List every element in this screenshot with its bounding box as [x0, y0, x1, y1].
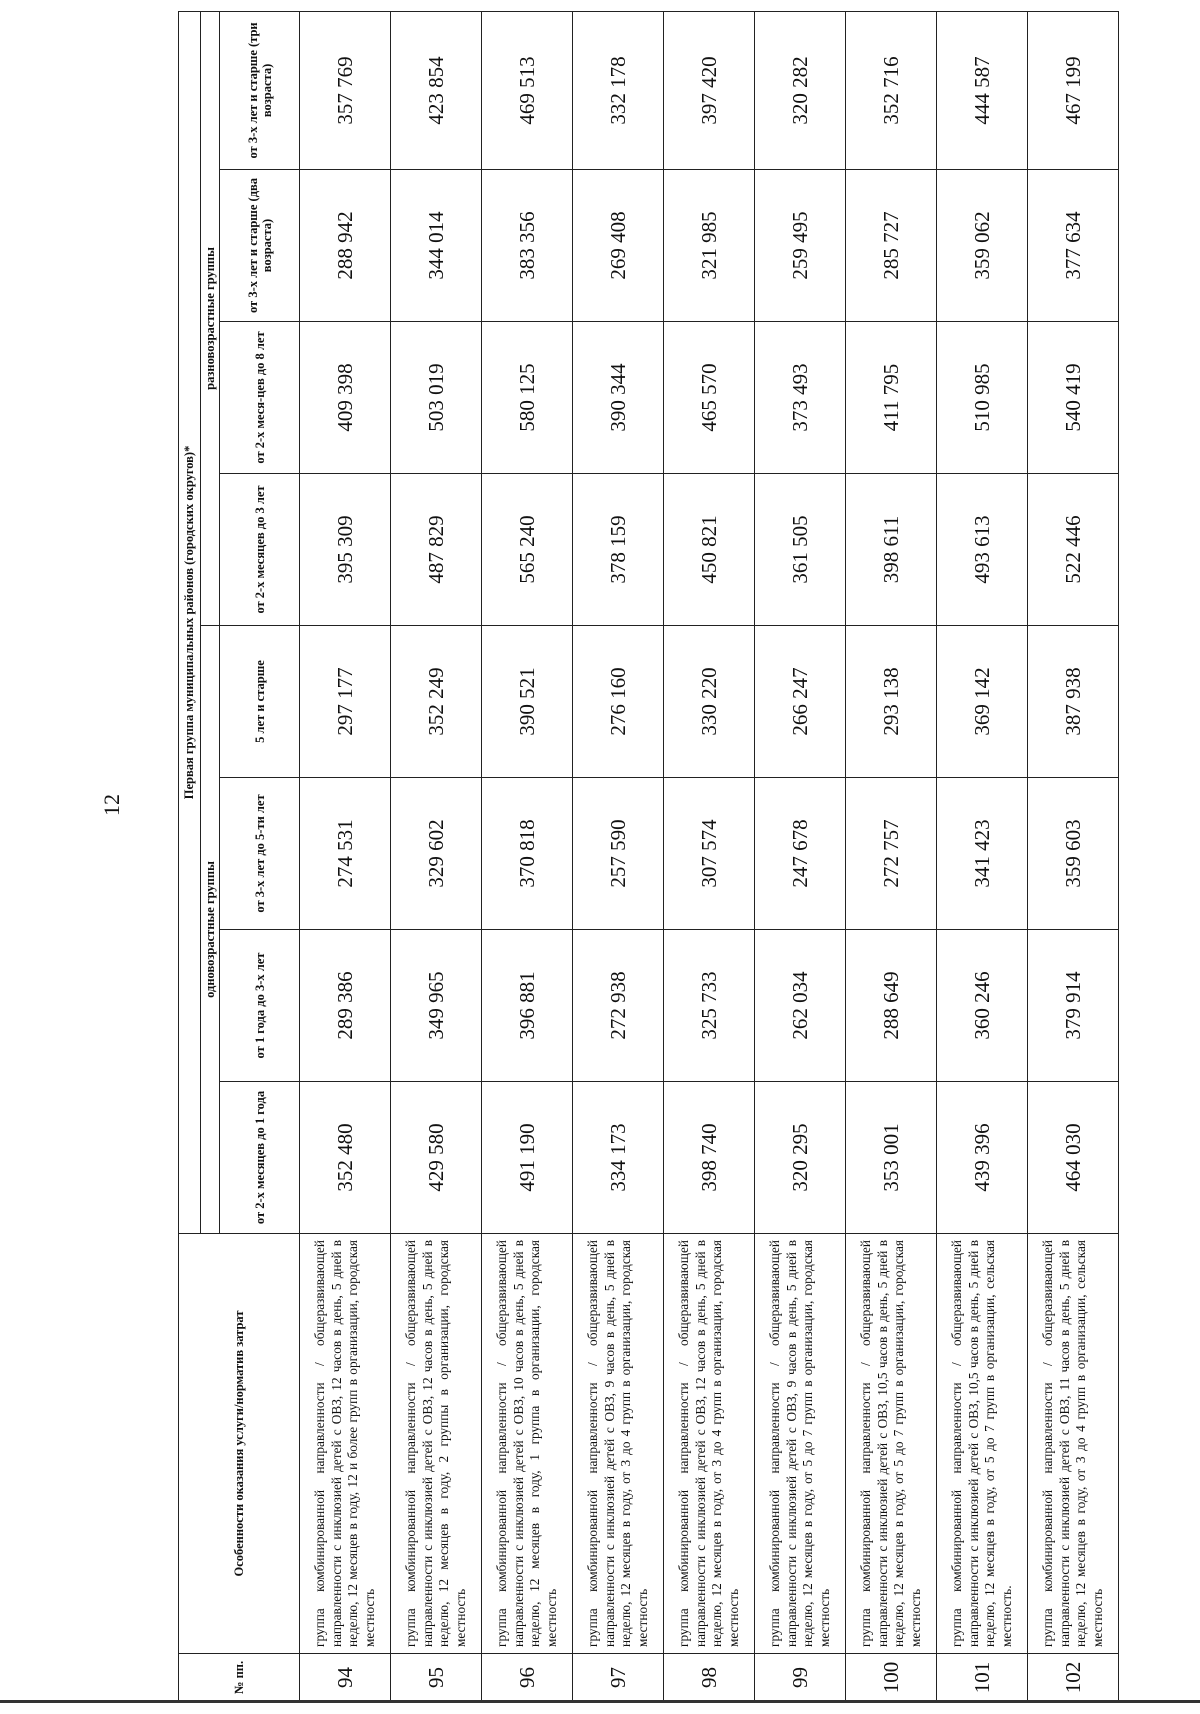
cost-value-cell: 409 398	[300, 322, 391, 474]
col-header-age: от 3-х лет до 5-ти лет	[220, 778, 300, 930]
table-row	[482, 11, 573, 1701]
cost-value-cell: 522 446	[1028, 474, 1119, 626]
group-title-header: Первая группа муниципальных районов (городских округов)*	[179, 11, 201, 1233]
cost-value-cell: 293 138	[846, 626, 937, 778]
row-description: группа комбинированной направленности / общеразвивающей направленности с инклюзией детей с ОВЗ, 11 часов в день, 5 дней в неделю, 12 месяцев в году, от 3 до 4 групп в организации, сельская местность	[1028, 1234, 1119, 1654]
cost-value-cell: 329 602	[391, 778, 482, 930]
cost-value-cell: 390 521	[482, 626, 573, 778]
row-description: группа комбинированной направленности / общеразвивающей направленности с инклюзией детей с ОВЗ, 10 часов в день, 5 дней в неделю, 12 месяцев в году, 1 группа в организации, городская местность	[482, 1234, 573, 1654]
cost-value-cell: 269 408	[573, 170, 664, 322]
row-description: группа комбинированной направленности / общеразвивающей направленности с инклюзией детей с ОВЗ, 10,5 часов в день, 5 дней в неделю, 12 месяцев в году, от 5 до 7 групп в организации, городская местность	[846, 1234, 937, 1654]
cost-value-cell: 423 854	[391, 11, 482, 169]
cost-value-cell: 262 034	[755, 930, 846, 1082]
table-row	[755, 11, 846, 1701]
cost-value-cell: 387 938	[1028, 626, 1119, 778]
row-number: 101	[937, 1654, 1028, 1702]
cost-value-cell: 320 282	[755, 11, 846, 169]
table-header	[179, 11, 300, 1701]
row-number: 97	[573, 1654, 664, 1702]
cost-value-cell: 378 159	[573, 474, 664, 626]
cost-value-cell: 565 240	[482, 474, 573, 626]
cost-value-cell: 383 356	[482, 170, 573, 322]
cost-value-cell: 288 649	[846, 930, 937, 1082]
cost-value-cell: 359 603	[1028, 778, 1119, 930]
cost-value-cell: 272 757	[846, 778, 937, 930]
cost-value-cell: 469 513	[482, 11, 573, 169]
same-age-groups-header: одновозрастные группы	[201, 626, 220, 1234]
col-header-age: от 2-х месяцев до 1 года	[220, 1082, 300, 1234]
row-number: 99	[755, 1654, 846, 1702]
cost-value-cell: 330 220	[664, 626, 755, 778]
col-header-description: Особенности оказания услуги/норматив затрат	[179, 1234, 300, 1654]
mixed-age-groups-header: разновозрастные группы	[201, 11, 220, 625]
table-row	[664, 11, 755, 1701]
cost-value-cell: 352 480	[300, 1082, 391, 1234]
cost-value-cell: 491 190	[482, 1082, 573, 1234]
cost-value-cell: 274 531	[300, 778, 391, 930]
row-description: группа комбинированной направленности / общеразвивающей направленности с инклюзией детей с ОВЗ, 9 часов в день, 5 дней в неделю, 12 месяцев в году, от 5 до 7 групп в организации, городская местность	[755, 1234, 846, 1654]
cost-value-cell: 285 727	[846, 170, 937, 322]
cost-value-cell: 396 881	[482, 930, 573, 1082]
cost-value-cell: 352 716	[846, 11, 937, 169]
cost-value-cell: 390 344	[573, 322, 664, 474]
tariff-table	[178, 11, 1119, 1702]
cost-value-cell: 373 493	[755, 322, 846, 474]
cost-value-cell: 395 309	[300, 474, 391, 626]
row-number: 100	[846, 1654, 937, 1702]
tariff-table-rotated	[178, 12, 1200, 1702]
cost-value-cell: 352 249	[391, 626, 482, 778]
col-header-number: № пп.	[179, 1654, 300, 1702]
cost-value-cell: 334 173	[573, 1082, 664, 1234]
cost-value-cell: 353 001	[846, 1082, 937, 1234]
cost-value-cell: 510 985	[937, 322, 1028, 474]
cost-value-cell: 247 678	[755, 778, 846, 930]
scan-edge-line	[0, 1700, 1200, 1703]
col-header-age: от 1 года до 3-х лет	[220, 930, 300, 1082]
cost-value-cell: 288 942	[300, 170, 391, 322]
cost-value-cell: 259 495	[755, 170, 846, 322]
row-description: группа комбинированной направленности / общеразвивающей направленности с инклюзией детей с ОВЗ, 10,5 часов в день, 5 дней в неделю, 12 месяцев в году, от 5 до 7 групп в организации, сельская местность.	[937, 1234, 1028, 1654]
table-row	[573, 11, 664, 1701]
table-row	[846, 11, 937, 1701]
cost-value-cell: 357 769	[300, 11, 391, 169]
cost-value-cell: 320 295	[755, 1082, 846, 1234]
col-header-age: от 2-х меся-цев до 8 лет	[220, 322, 300, 474]
table-row	[937, 11, 1028, 1701]
table-row	[300, 11, 391, 1701]
table-body	[300, 11, 1119, 1701]
cost-value-cell: 370 818	[482, 778, 573, 930]
cost-value-cell: 289 386	[300, 930, 391, 1082]
cost-value-cell: 439 396	[937, 1082, 1028, 1234]
cost-value-cell: 487 829	[391, 474, 482, 626]
cost-value-cell: 411 795	[846, 322, 937, 474]
cost-value-cell: 377 634	[1028, 170, 1119, 322]
cost-value-cell: 332 178	[573, 11, 664, 169]
row-description: группа комбинированной направленности / общеразвивающей направленности с инклюзией детей с ОВЗ, 12 часов в день, 5 дней в неделю, 12 месяцев в году, от 3 до 4 групп в организации, городская местность	[664, 1234, 755, 1654]
col-header-age: от 3-х лет и старше (два возраста)	[220, 170, 300, 322]
cost-value-cell: 349 965	[391, 930, 482, 1082]
row-description: группа комбинированной направленности / общеразвивающей направленности с инклюзией детей с ОВЗ, 12 часов в день, 5 дней в неделю, 12 месяцев в году, 2 группы в организации, городская местность	[391, 1234, 482, 1654]
cost-value-cell: 493 613	[937, 474, 1028, 626]
row-number: 94	[300, 1654, 391, 1702]
cost-value-cell: 429 580	[391, 1082, 482, 1234]
cost-value-cell: 325 733	[664, 930, 755, 1082]
cost-value-cell: 361 505	[755, 474, 846, 626]
cost-value-cell: 307 574	[664, 778, 755, 930]
cost-value-cell: 398 740	[664, 1082, 755, 1234]
cost-value-cell: 272 938	[573, 930, 664, 1082]
row-number: 95	[391, 1654, 482, 1702]
cost-value-cell: 297 177	[300, 626, 391, 778]
cost-value-cell: 464 030	[1028, 1082, 1119, 1234]
cost-value-cell: 360 246	[937, 930, 1028, 1082]
cost-value-cell: 503 019	[391, 322, 482, 474]
cost-value-cell: 369 142	[937, 626, 1028, 778]
cost-value-cell: 397 420	[664, 11, 755, 169]
cost-value-cell: 344 014	[391, 170, 482, 322]
table-row	[1028, 11, 1119, 1701]
cost-value-cell: 257 590	[573, 778, 664, 930]
cost-value-cell: 359 062	[937, 170, 1028, 322]
col-header-age: от 3-х лет и старше (три возраста)	[220, 11, 300, 169]
cost-value-cell: 467 199	[1028, 11, 1119, 169]
cost-value-cell: 444 587	[937, 11, 1028, 169]
cost-value-cell: 341 423	[937, 778, 1028, 930]
col-header-age: 5 лет и старше	[220, 626, 300, 778]
row-number: 102	[1028, 1654, 1119, 1702]
row-number: 96	[482, 1654, 573, 1702]
cost-value-cell: 580 125	[482, 322, 573, 474]
cost-value-cell: 266 247	[755, 626, 846, 778]
cost-value-cell: 321 985	[664, 170, 755, 322]
cost-value-cell: 450 821	[664, 474, 755, 626]
table-row	[391, 11, 482, 1701]
cost-value-cell: 465 570	[664, 322, 755, 474]
row-description: группа комбинированной направленности / общеразвивающей направленности с инклюзией детей с ОВЗ, 9 часов в день, 5 дней в неделю, 12 месяцев в году, от 3 до 4 групп в организации, городская местность	[573, 1234, 664, 1654]
row-description: группа комбинированной направленности / общеразвивающей направленности с инклюзией детей с ОВЗ, 12 часов в день, 5 дней в неделю, 12 месяцев в году, 12 и более групп в организации, городская местность	[300, 1234, 391, 1654]
col-header-age: от 2-х месяцев до 3 лет	[220, 474, 300, 626]
cost-value-cell: 276 160	[573, 626, 664, 778]
cost-value-cell: 540 419	[1028, 322, 1119, 474]
page-number: 12	[99, 794, 124, 816]
row-number: 98	[664, 1654, 755, 1702]
cost-value-cell: 398 611	[846, 474, 937, 626]
cost-value-cell: 379 914	[1028, 930, 1119, 1082]
